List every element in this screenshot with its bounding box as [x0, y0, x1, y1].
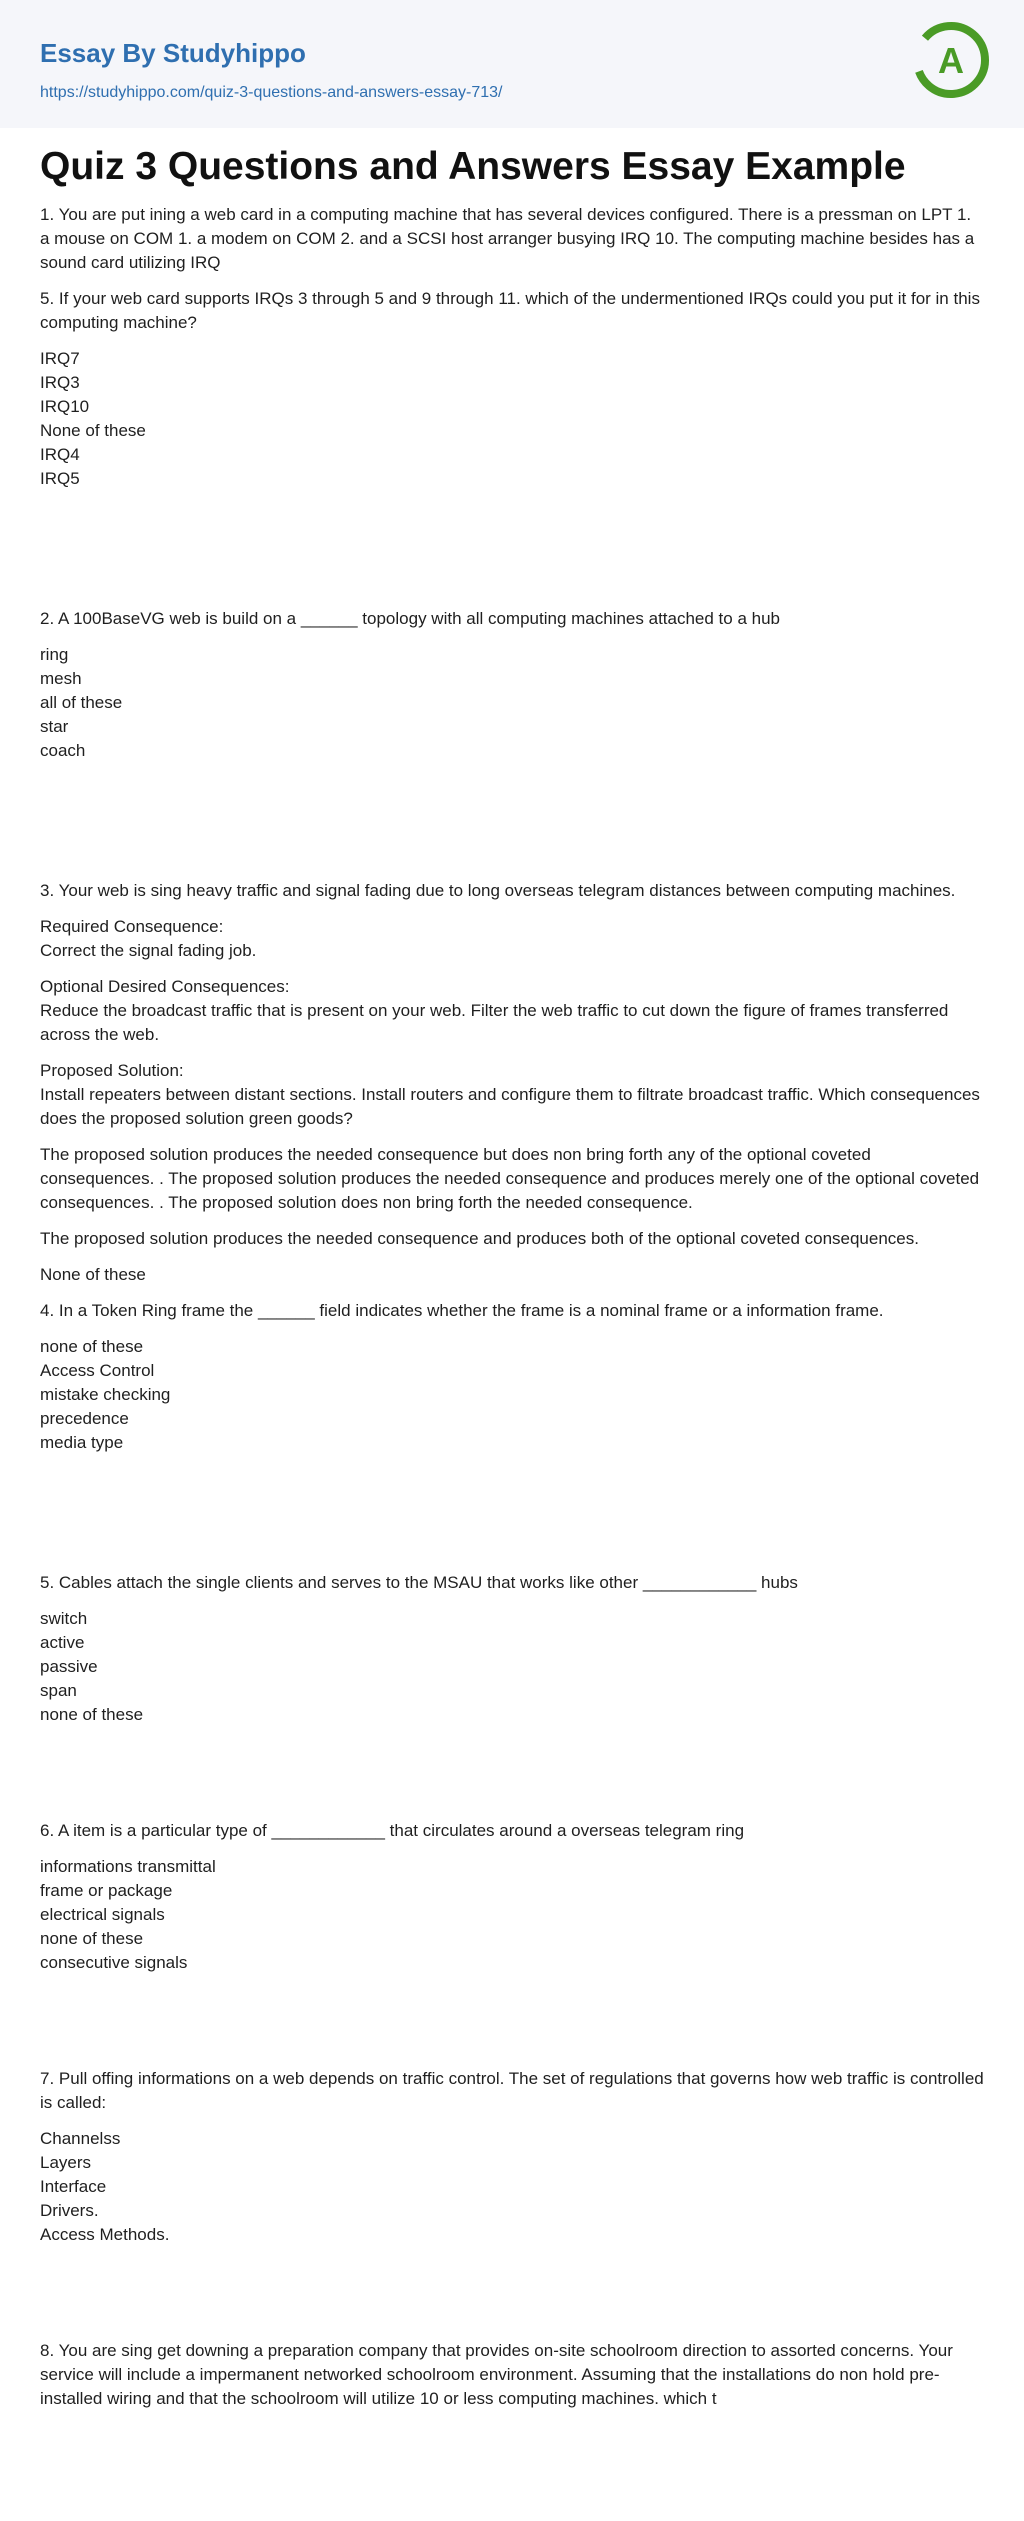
answer-c: None of these [40, 1264, 146, 1284]
option-item: Access Control [40, 1360, 155, 1380]
optional-text: Reduce the broadcast traffic that is present on your web. Filter the web traffic to cut down the figure of frames transferred across the web. [40, 1000, 949, 1044]
question-2-text: 2. A 100BaseVG web is build on a ______ topology with all computing machines attached to a hub [40, 608, 780, 628]
question-2-options [40, 643, 984, 763]
spacer [40, 503, 984, 607]
option-item: precedence [40, 1408, 129, 1428]
option-item: IRQ5 [40, 468, 80, 488]
option-item: coach [40, 740, 86, 760]
required-consequence [40, 915, 984, 963]
question-5-text: 5. Cables attach the single clients and serves to the MSAU that works like other ____________ hubs [40, 1572, 798, 1592]
option-item: consecutive signals [40, 1952, 188, 1972]
proposed-text: Install repeaters between distant sections. Install routers and configure them to filtrate broadcast traffic. Which consequences does the proposed solution green goods? [40, 1084, 980, 1128]
proposed-label: Proposed Solution: [40, 1060, 184, 1080]
question-3-text: 3. Your web is sing heavy traffic and signal fading due to long overseas telegram distances between computing machines. [40, 880, 956, 900]
question-7-options [40, 2127, 984, 2247]
option-item: active [40, 1632, 85, 1652]
essay-intro: 1. You are put ining a web card in a computing machine that has several devices configured. There is a pressman on LPT 1. a mouse on COM 1. a modem on COM 2. and a SCSI host arranger busying IRQ 10. The computing machine besides has a sound card utilizing IRQ [40, 204, 975, 272]
question-5-options [40, 1607, 984, 1727]
answer-a: The proposed solution produces the needed consequence but does non bring forth any of the optional coveted consequences. . The proposed solution produces the needed consequence and produces merely one of the optional coveted consequences. . The proposed solution does non bring forth the needed consequence. [40, 1144, 980, 1212]
option-item: span [40, 1680, 77, 1700]
option-item: star [40, 716, 69, 736]
option-item: ring [40, 644, 69, 664]
option-item: None of these [40, 420, 146, 440]
option-item: frame or package [40, 1880, 173, 1900]
question-1-text: 5. If your web card supports IRQs 3 through 5 and 9 through 11. which of the undermentioned IRQs could you put it for in this computing machine? [40, 288, 980, 332]
option-item: passive [40, 1656, 98, 1676]
question-4-text: 4. In a Token Ring frame the ______ field indicates whether the frame is a nominal frame or a information frame. [40, 1300, 884, 1320]
option-item: none of these [40, 1336, 144, 1356]
option-item: IRQ3 [40, 372, 80, 392]
spacer [40, 1739, 984, 1819]
option-item: Access Methods. [40, 2224, 170, 2244]
required-text: Correct the signal fading job. [40, 940, 257, 960]
option-item: all of these [40, 692, 123, 712]
answer-b: The proposed solution produces the needed consequence and produces both of the optional coveted consequences. [40, 1228, 919, 1248]
question-4-options [40, 1335, 984, 1455]
question-1-options [40, 347, 984, 491]
question-6-text: 6. A item is a particular type of ____________ that circulates around a overseas telegram ring [40, 1820, 745, 1840]
source-url-link[interactable]: https://studyhippo.com/quiz-3-questions-and-answers-essay-713/ [40, 84, 503, 101]
option-item: informations transmittal [40, 1856, 216, 1876]
essay-title: Quiz 3 Questions and Answers Essay Example [40, 145, 906, 188]
required-label: Required Consequence: [40, 916, 224, 936]
option-item: mesh [40, 668, 82, 688]
option-item: IRQ7 [40, 348, 80, 368]
spacer [40, 775, 984, 879]
logo-letter: A [938, 40, 964, 81]
proposed-solution [40, 1059, 984, 1131]
question-6-options [40, 1855, 984, 1975]
option-item: Interface [40, 2176, 107, 2196]
option-item: none of these [40, 1704, 144, 1724]
spacer [40, 1467, 984, 1571]
question-7-text: 7. Pull offing informations on a web depends on traffic control. The set of regulations that governs how web traffic is controlled is called: [40, 2068, 984, 2112]
question-8-text: 8. You are sing get downing a preparation company that provides on-site schoolroom direction to assorted concerns. Your service will include a impermanent networked schoolroom environment. Assuming that the installations do non hold pre-installed wiring and that the schoolroom will utilize 10 or less computing machines. which t [40, 2340, 953, 2408]
option-item: Layers [40, 2152, 92, 2172]
option-item: Channelss [40, 2128, 121, 2148]
option-item: IRQ4 [40, 444, 80, 464]
spacer [40, 2259, 984, 2339]
brand-name[interactable]: Essay By Studyhippo [40, 38, 306, 68]
optional-label: Optional Desired Consequences: [40, 976, 290, 996]
option-item: switch [40, 1608, 88, 1628]
option-item: media type [40, 1432, 124, 1452]
optional-consequences [40, 975, 984, 1047]
studyhippo-logo-icon[interactable] [908, 17, 994, 103]
spacer [40, 1987, 984, 2067]
option-item: electrical signals [40, 1904, 165, 1924]
option-item: IRQ10 [40, 396, 90, 416]
option-item: Drivers. [40, 2200, 99, 2220]
option-item: none of these [40, 1928, 144, 1948]
option-item: mistake checking [40, 1384, 171, 1404]
essay-content [0, 128, 1024, 2411]
site-header [0, 0, 1024, 128]
